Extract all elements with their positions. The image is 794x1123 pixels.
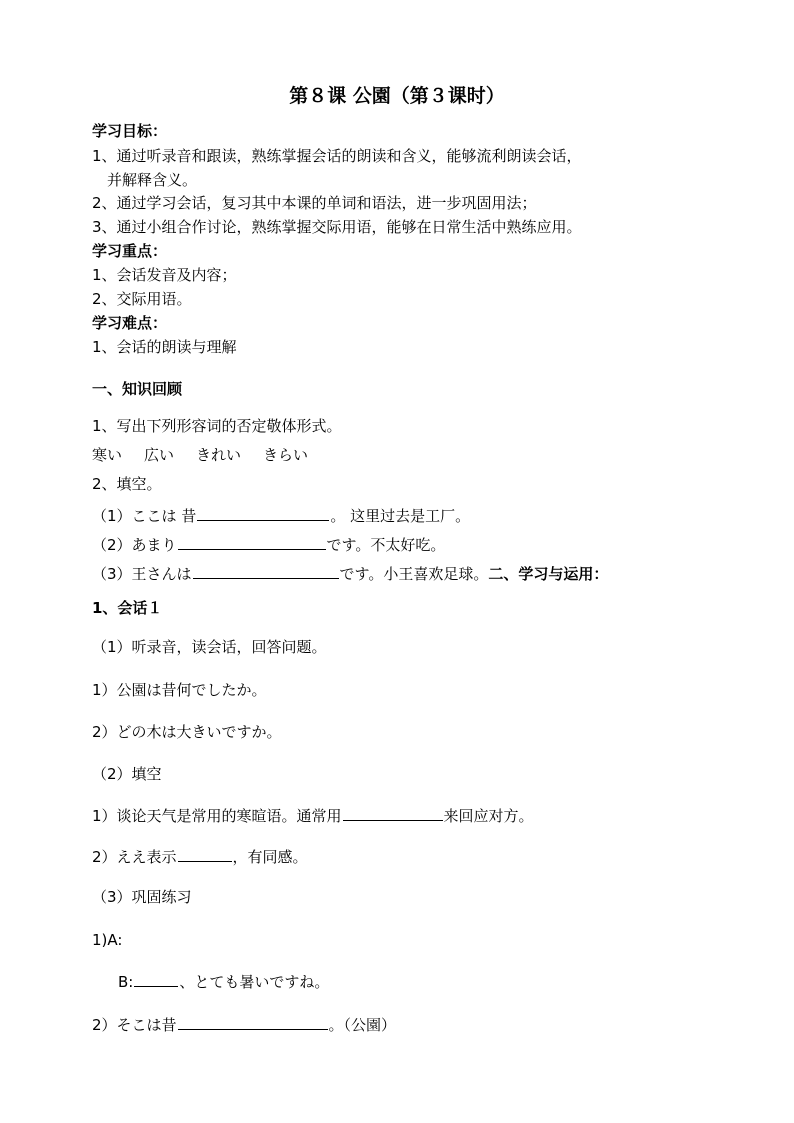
objective-item: 并解释含义。 bbox=[107, 171, 198, 189]
page-title: 第８课 公園（第３课时） bbox=[289, 85, 505, 107]
dialogue-fill-1 bbox=[92, 805, 534, 826]
answer-blank[interactable] bbox=[134, 971, 178, 987]
section-2-heading: 二、学习与运用： bbox=[488, 565, 609, 583]
key-points-heading: 学习重点： bbox=[92, 242, 168, 260]
objectives-heading: 学习目标： bbox=[92, 122, 168, 140]
fill-suffix: ，有同感。 bbox=[232, 848, 308, 866]
answer-blank[interactable] bbox=[197, 505, 329, 521]
adjective-word: きれい bbox=[196, 446, 242, 464]
review-heading: 一、知识回顾 bbox=[92, 380, 183, 398]
fill-prefix: 2）ええ表示 bbox=[92, 848, 177, 866]
dialogue-question-2: 2）どの木は大きいですか。 bbox=[92, 723, 282, 741]
review-question-2: 2、填空。 bbox=[92, 475, 162, 493]
difficulties-heading: 学习难点： bbox=[92, 314, 168, 332]
dialogue-heading: 1、会话１ bbox=[92, 599, 163, 617]
dialogue-task-1: （1）听录音，读会话，回答问题。 bbox=[92, 638, 327, 656]
fill-suffix: 。（公園） bbox=[328, 1016, 397, 1034]
answer-blank[interactable] bbox=[178, 534, 326, 550]
dialogue-task-3: （3）巩固练习 bbox=[92, 888, 192, 906]
dialogue-question-1: 1）公園は昔何でしたか。 bbox=[92, 681, 267, 699]
fill-suffix: 来回应对方。 bbox=[443, 807, 534, 825]
fill-prefix: B: bbox=[118, 973, 134, 991]
key-point-item: 2、交际用语。 bbox=[92, 290, 192, 308]
dialogue-task-2: （2）填空 bbox=[92, 765, 162, 783]
adjective-list bbox=[92, 445, 308, 465]
practice-1-a: 1)A: bbox=[92, 931, 123, 949]
fill-suffix: 、とても暑いですね。 bbox=[179, 973, 330, 991]
fill-blank-1 bbox=[92, 505, 470, 526]
fill-prefix: （3）王さんは bbox=[92, 565, 192, 583]
practice-1-b bbox=[118, 971, 329, 992]
answer-blank[interactable] bbox=[178, 1014, 328, 1030]
objective-item: 3、通过小组合作讨论，熟练掌握交际用语，能够在日常生活中熟练应用。 bbox=[92, 218, 582, 236]
review-question-1: 1、写出下列形容词的否定敬体形式。 bbox=[92, 417, 342, 435]
fill-blank-2 bbox=[92, 534, 445, 555]
answer-blank[interactable] bbox=[343, 805, 443, 821]
fill-prefix: 1）谈论天气是常用的寒暄语。通常用 bbox=[92, 807, 342, 825]
fill-prefix: （2）あまり bbox=[92, 536, 177, 554]
objective-item: 1、通过听录音和跟读，熟练掌握会话的朗读和含义，能够流利朗读会话， bbox=[92, 147, 582, 165]
fill-suffix: です。小王喜欢足球。 bbox=[339, 565, 489, 583]
adjective-word: きらい bbox=[263, 446, 309, 464]
answer-blank[interactable] bbox=[193, 563, 339, 579]
fill-suffix: 。 这里过去是工厂。 bbox=[330, 507, 471, 525]
fill-suffix: です。不太好吃。 bbox=[326, 536, 446, 554]
dialogue-fill-2 bbox=[92, 846, 308, 867]
answer-blank[interactable] bbox=[178, 846, 232, 862]
objective-item: 2、通过学习会话，复习其中本课的单词和语法，进一步巩固用法； bbox=[92, 194, 537, 212]
difficulty-item: 1、会话的朗读与理解 bbox=[92, 338, 237, 356]
fill-blank-3 bbox=[92, 563, 608, 584]
fill-prefix: （1）ここは 昔 bbox=[92, 507, 197, 525]
practice-2 bbox=[92, 1014, 396, 1035]
adjective-word: 広い bbox=[144, 446, 175, 464]
fill-prefix: 2）そこは昔 bbox=[92, 1016, 177, 1034]
key-point-item: 1、会话发音及内容； bbox=[92, 266, 237, 284]
adjective-word: 寒い bbox=[92, 446, 123, 464]
